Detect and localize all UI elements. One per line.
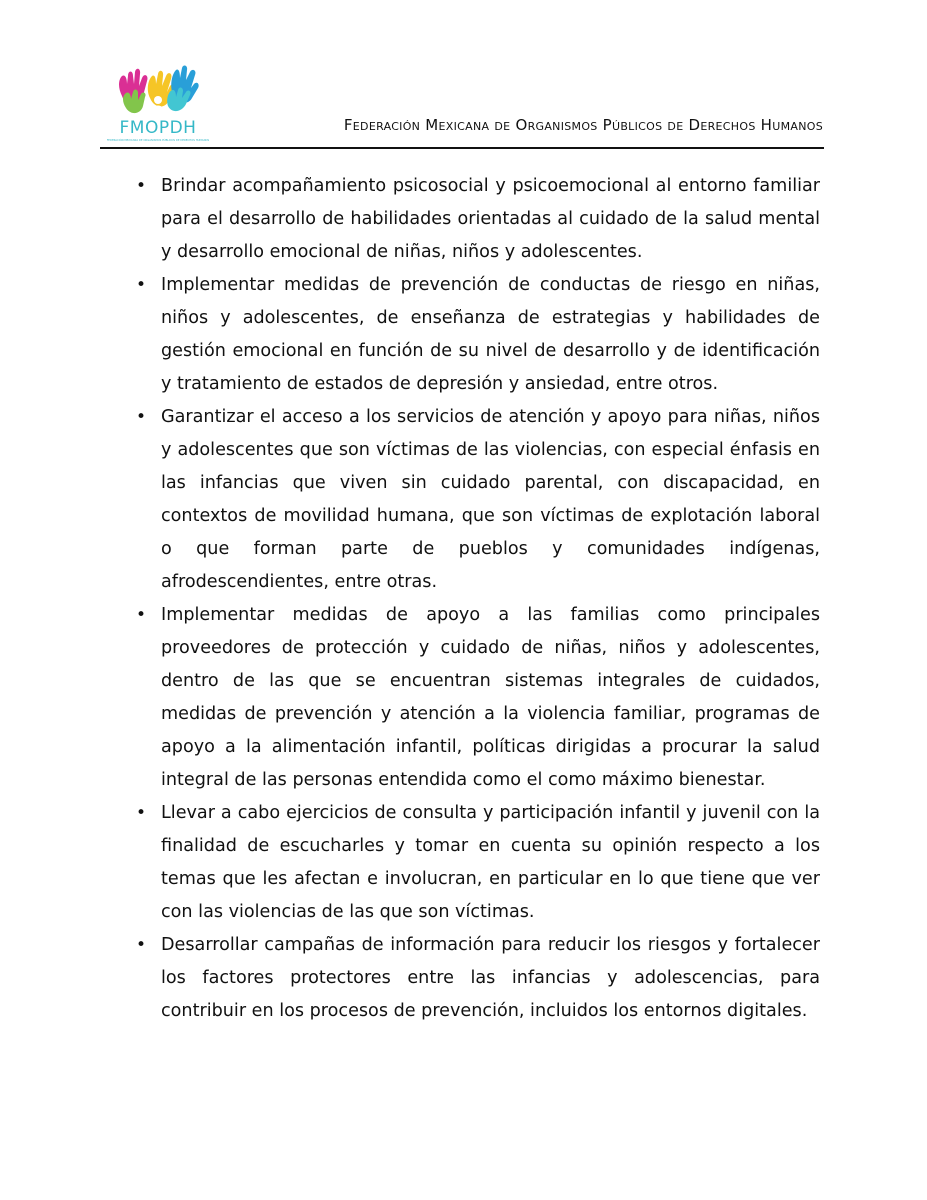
- organization-name: Federación Mexicana de Organismos Públicos de Derechos Humanos: [343, 116, 823, 134]
- bullet-list: [134, 170, 820, 1028]
- list-item: • Llevar a cabo ejercicios de consulta y participación infantil y juvenil con la finalidad de escucharles y tomar en cuenta su opinión respecto a los temas que les afectan e involucran, en particular en lo que tiene que ver con las violencias de las que son víctimas.: [134, 797, 820, 929]
- list-item: • Implementar medidas de prevención de conductas de riesgo en niñas, niños y adolescentes, de enseñanza de estrategias y habilidades de gestión emocional en función de su nivel de desarrollo y de identificación y tratamiento de estados de depresión y ansiedad, entre otros.: [134, 269, 820, 401]
- list-item: • Garantizar el acceso a los servicios de atención y apoyo para niñas, niños y adolescentes que son víctimas de las violencias, con especial énfasis en las infancias que viven sin cuidado parental, con discapacidad, en contextos de movilidad humana, que son víctimas de explotación laboral o que forman parte de pueblos y comunidades indígenas, afrodescendientes, entre otras.: [134, 401, 820, 599]
- header-divider: [100, 147, 824, 149]
- list-item: • Desarrollar campañas de información para reducir los riesgos y fortalecer los factores protectores entre las infancias y adolescencias, para contribuir en los procesos de prevención, incluidos los entornos digitales.: [134, 929, 820, 1028]
- main-content: [134, 170, 820, 1028]
- hands-logo-icon: [106, 62, 210, 146]
- list-item: • Implementar medidas de apoyo a las familias como principales proveedores de protección y cuidado de niñas, niños y adolescentes, dentro de las que se encuentran sistemas integrales de cuidados, medidas de prevención y atención a la violencia familiar, programas de apoyo a la alimentación infantil, políticas dirigidas a procurar la salud integral de las personas entendida como el como máximo bienestar.: [134, 599, 820, 797]
- fmopdh-logo: [106, 62, 210, 146]
- list-item: • Brindar acompañamiento psicosocial y psicoemocional al entorno familiar para el desarrollo de habilidades orientadas al cuidado de la salud mental y desarrollo emocional de niñas, niños y adolescentes.: [134, 170, 820, 269]
- logo-subtitle: FEDERACIÓN MEXICANA DE ORGANISMOS PÚBLICOS DE DERECHOS HUMANOS: [106, 139, 210, 142]
- logo-wordmark: FMOPDH: [119, 118, 197, 138]
